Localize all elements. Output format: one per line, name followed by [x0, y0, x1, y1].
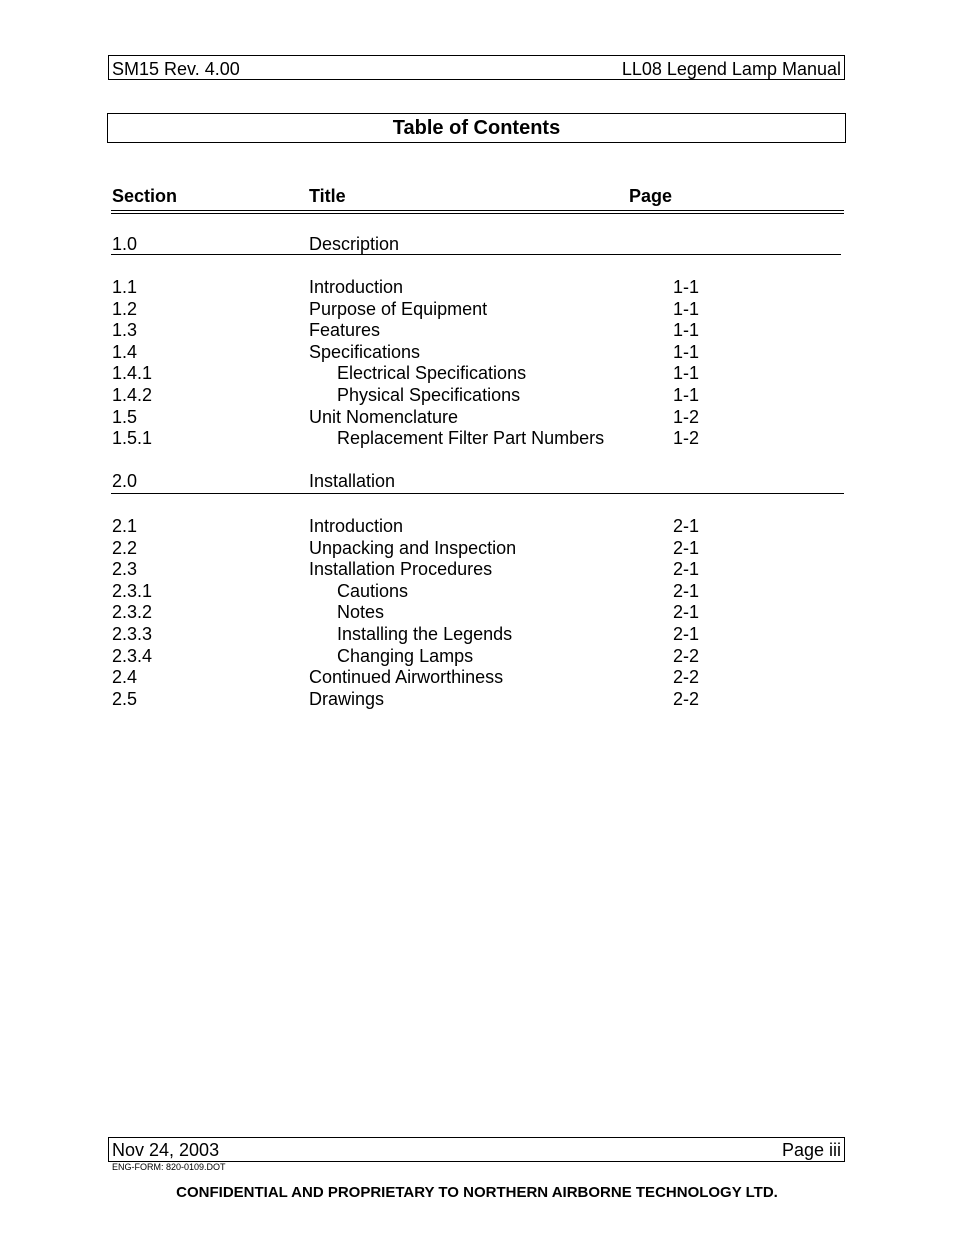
entry-page: 2-1 [673, 624, 700, 644]
entry-number: 2.4 [112, 667, 138, 688]
entry-page: 2-1 [673, 602, 700, 623]
entry-page: 1-2 [673, 428, 700, 449]
toc-entry [0, 689, 954, 711]
entry-title: Cautions [337, 580, 409, 601]
footer-date: Nov 24, 2003 [112, 1140, 220, 1160]
entry-title: Introduction [309, 516, 404, 536]
entry-title: Replacement Filter Part Numbers [337, 428, 605, 449]
entry-number: 2.1 [112, 516, 138, 536]
toc-entry [0, 624, 954, 646]
section-number: 1.0 [112, 234, 138, 254]
entry-title: Notes [337, 602, 385, 623]
entry-title: Installation Procedures [309, 559, 493, 580]
entry-title: Specifications [309, 341, 421, 362]
entry-number: 1.4 [112, 341, 138, 362]
entry-title: Installing the Legends [337, 624, 513, 644]
entry-number: 1.4.1 [112, 363, 153, 384]
entry-page: 1-1 [673, 341, 700, 362]
entry-page: 1-1 [673, 385, 700, 405]
entry-title: Changing Lamps [337, 645, 474, 666]
toc-entry [0, 407, 954, 429]
confidential-notice: CONFIDENTIAL AND PROPRIETARY TO NORTHERN AIRBORNE TECHNOLOGY LTD. [176, 1184, 778, 1201]
entry-page: 1-1 [673, 277, 700, 297]
toc-entry [0, 581, 954, 603]
entry-page: 2-1 [673, 516, 700, 536]
entry-number: 2.3.3 [112, 624, 153, 644]
entry-number: 1.2 [112, 298, 138, 319]
form-id: ENG-FORM: 820-0109.DOT [112, 1162, 226, 1172]
header-rule-bottom [111, 213, 844, 214]
section-title: Description [309, 234, 400, 254]
toc-entry [0, 363, 954, 385]
entry-number: 2.3.1 [112, 580, 153, 601]
toc-entry [0, 667, 954, 689]
toc-entry [0, 342, 954, 364]
entry-page: 2-1 [673, 580, 700, 601]
entry-number: 2.3.2 [112, 602, 153, 623]
entry-title: Purpose of Equipment [309, 298, 488, 319]
entry-page: 1-2 [673, 406, 700, 427]
document-id: SM15 Rev. 4.00 [112, 59, 240, 79]
section-rule [111, 254, 841, 255]
page-footer [108, 1137, 845, 1162]
entry-number: 2.2 [112, 537, 138, 558]
entry-title: Unpacking and Inspection [309, 537, 517, 558]
entry-page: 1-1 [673, 320, 700, 341]
toc-entry [0, 299, 954, 321]
section-rule [111, 493, 844, 494]
entry-title: Introduction [309, 277, 404, 297]
header-rule-top [111, 210, 844, 211]
entry-title: Drawings [309, 688, 385, 709]
entry-title: Unit Nomenclature [309, 406, 459, 427]
toc-entry [0, 385, 954, 407]
entry-number: 1.5.1 [112, 428, 153, 449]
entry-page: 2-2 [673, 645, 700, 666]
toc-entry [0, 277, 954, 299]
entry-page: 2-2 [673, 688, 700, 709]
entry-page: 1-1 [673, 298, 700, 319]
entry-page: 2-1 [673, 559, 700, 580]
manual-title: LL08 Legend Lamp Manual [621, 59, 841, 79]
entry-number: 1.5 [112, 406, 138, 427]
column-header-section: Section [112, 186, 178, 206]
toc-entry [0, 602, 954, 624]
toc-entry [0, 646, 954, 668]
entry-title: Features [309, 320, 381, 341]
entry-number: 1.4.2 [112, 385, 153, 405]
toc-entry [0, 516, 954, 538]
column-header-page: Page [629, 186, 673, 206]
entry-title: Continued Airworthiness [309, 667, 504, 688]
toc-entry [0, 320, 954, 342]
page-header [108, 55, 845, 80]
entry-page: 2-2 [673, 667, 700, 688]
toc-title-box [107, 113, 846, 143]
entry-page: 2-1 [673, 537, 700, 558]
section-title: Installation [309, 471, 396, 491]
entry-number: 2.3.4 [112, 645, 153, 666]
entry-title: Electrical Specifications [337, 363, 527, 384]
section-number: 2.0 [112, 471, 138, 491]
toc-entry [0, 559, 954, 581]
toc-entry [0, 538, 954, 560]
entry-number: 1.3 [112, 320, 138, 341]
entry-number: 1.1 [112, 277, 138, 297]
entry-page: 1-1 [673, 363, 700, 384]
entry-number: 2.3 [112, 559, 138, 580]
column-header-title: Title [309, 186, 346, 206]
toc-entry [0, 428, 954, 450]
entry-title: Physical Specifications [337, 385, 521, 405]
entry-number: 2.5 [112, 688, 138, 709]
page-title: Table of Contents [392, 117, 561, 139]
page-number: Page iii [781, 1140, 841, 1160]
